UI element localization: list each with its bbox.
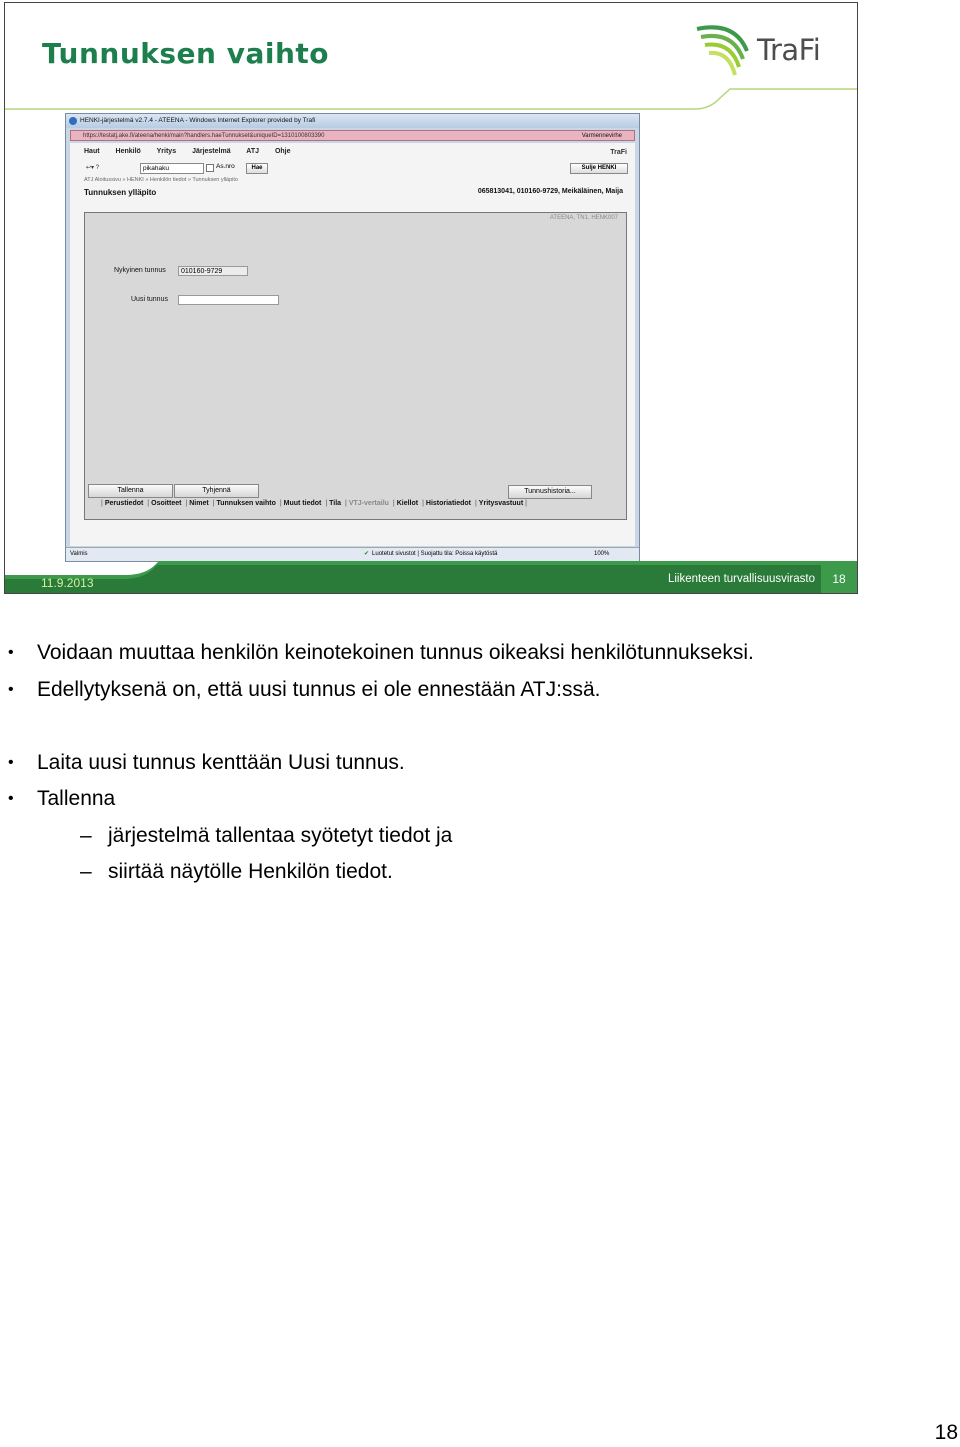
asnro-label: As.nro bbox=[216, 163, 235, 170]
new-id-field[interactable] bbox=[178, 295, 279, 305]
new-id-label: Uusi tunnus bbox=[131, 296, 168, 303]
menu-jarjestelma[interactable]: Järjestelmä bbox=[192, 148, 231, 155]
slide bbox=[4, 2, 858, 594]
slide-number: 18 bbox=[821, 565, 857, 593]
window-title: HENKI-järjestelmä v2.7.4 - ATEENA - Windows Internet Explorer provided by Trafi bbox=[80, 117, 316, 124]
tab-osoitteet[interactable]: Osoitteet bbox=[151, 500, 182, 507]
tab-vtj-vertailu[interactable]: VTJ-vertailu bbox=[348, 500, 389, 507]
breadcrumb: ATJ Aloitussivu » HENKI » Henkilön tiedot » Tunnuksen ylläpito bbox=[84, 177, 238, 183]
save-button[interactable]: Tallenna bbox=[88, 484, 173, 498]
browser-window bbox=[65, 113, 640, 562]
tab-perustiedot[interactable]: Perustiedot bbox=[104, 500, 144, 507]
app-brand: TraFi bbox=[610, 149, 627, 156]
current-id-field: 010160-9729 bbox=[178, 266, 248, 276]
trafi-logo-text: TraFi bbox=[757, 33, 821, 67]
quick-search-input[interactable]: pikahaku bbox=[140, 163, 204, 174]
menu-ohje[interactable]: Ohje bbox=[274, 148, 291, 155]
form-code: ATEENA, TN1, HENK007 bbox=[549, 215, 618, 221]
tab-yritysvastuut[interactable]: Yritysvastuut bbox=[478, 500, 524, 507]
footer-date: 11.9.2013 bbox=[41, 576, 94, 590]
menu-henkilo[interactable]: Henkilö bbox=[115, 148, 141, 155]
person-info: 065813041, 010160-9729, Meikäläinen, Maija bbox=[477, 188, 623, 195]
tab-muut-tiedot[interactable]: Muut tiedot bbox=[283, 500, 322, 507]
tab-tunnuksen-vaihto[interactable]: Tunnuksen vaihto bbox=[216, 500, 276, 507]
clear-button[interactable]: Tyhjennä bbox=[174, 484, 259, 498]
tab-tila[interactable]: Tila bbox=[329, 500, 342, 507]
asnro-checkbox[interactable] bbox=[206, 164, 214, 172]
page-heading: Tunnuksen ylläpito bbox=[84, 188, 157, 197]
quick-search-row bbox=[84, 163, 634, 174]
status-text: Valmis bbox=[70, 551, 88, 557]
search-button[interactable]: Hae bbox=[246, 163, 268, 174]
current-id-label: Nykyinen tunnus bbox=[114, 267, 166, 274]
menu-haut[interactable]: Haut bbox=[84, 148, 100, 155]
browser-statusbar bbox=[66, 547, 639, 561]
security-zone: ✔ Luotetut sivustot | Suojattu tila: Poissa käytöstä bbox=[364, 548, 497, 561]
zoom-level[interactable]: 100% bbox=[594, 551, 610, 557]
menu-atj[interactable]: ATJ bbox=[246, 148, 259, 155]
address-url: https://testatj.ake.fi/ateena/henki/main?handlers.haeTunnukset&uniqueID=1310100803390 bbox=[83, 133, 325, 139]
toolbar-icons[interactable]: ↩▾ ? bbox=[86, 165, 100, 171]
slide-title: Tunnuksen vaihto bbox=[42, 37, 330, 70]
tab-historiatiedot[interactable]: Historiatiedot bbox=[425, 500, 472, 507]
tab-nimet[interactable]: Nimet bbox=[189, 500, 209, 507]
main-menu bbox=[84, 148, 305, 155]
tab-bar: | Perustiedot | Osoitteet | Nimet | Tunnuksen vaihto | Muut tiedot | Tila | VTJ-vertailu | Kiellot | Historiatiedot | Yritysvastuut | bbox=[101, 500, 527, 507]
history-button[interactable]: Tunnushistoria... bbox=[508, 485, 592, 499]
browser-titlebar bbox=[66, 114, 639, 128]
close-henki-button[interactable]: Sulje HENKI bbox=[570, 163, 628, 174]
certificate-error[interactable]: Varmennevirhe bbox=[581, 133, 622, 139]
form-area bbox=[84, 212, 627, 520]
tab-kiellot[interactable]: Kiellot bbox=[396, 500, 419, 507]
app-content bbox=[70, 143, 635, 546]
address-bar[interactable] bbox=[70, 130, 635, 141]
footer-organization: Liikenteen turvallisuusvirasto bbox=[667, 573, 815, 585]
page-number: 18 bbox=[934, 1421, 958, 1444]
ie-icon bbox=[69, 117, 77, 125]
menu-yritys[interactable]: Yritys bbox=[156, 148, 177, 155]
